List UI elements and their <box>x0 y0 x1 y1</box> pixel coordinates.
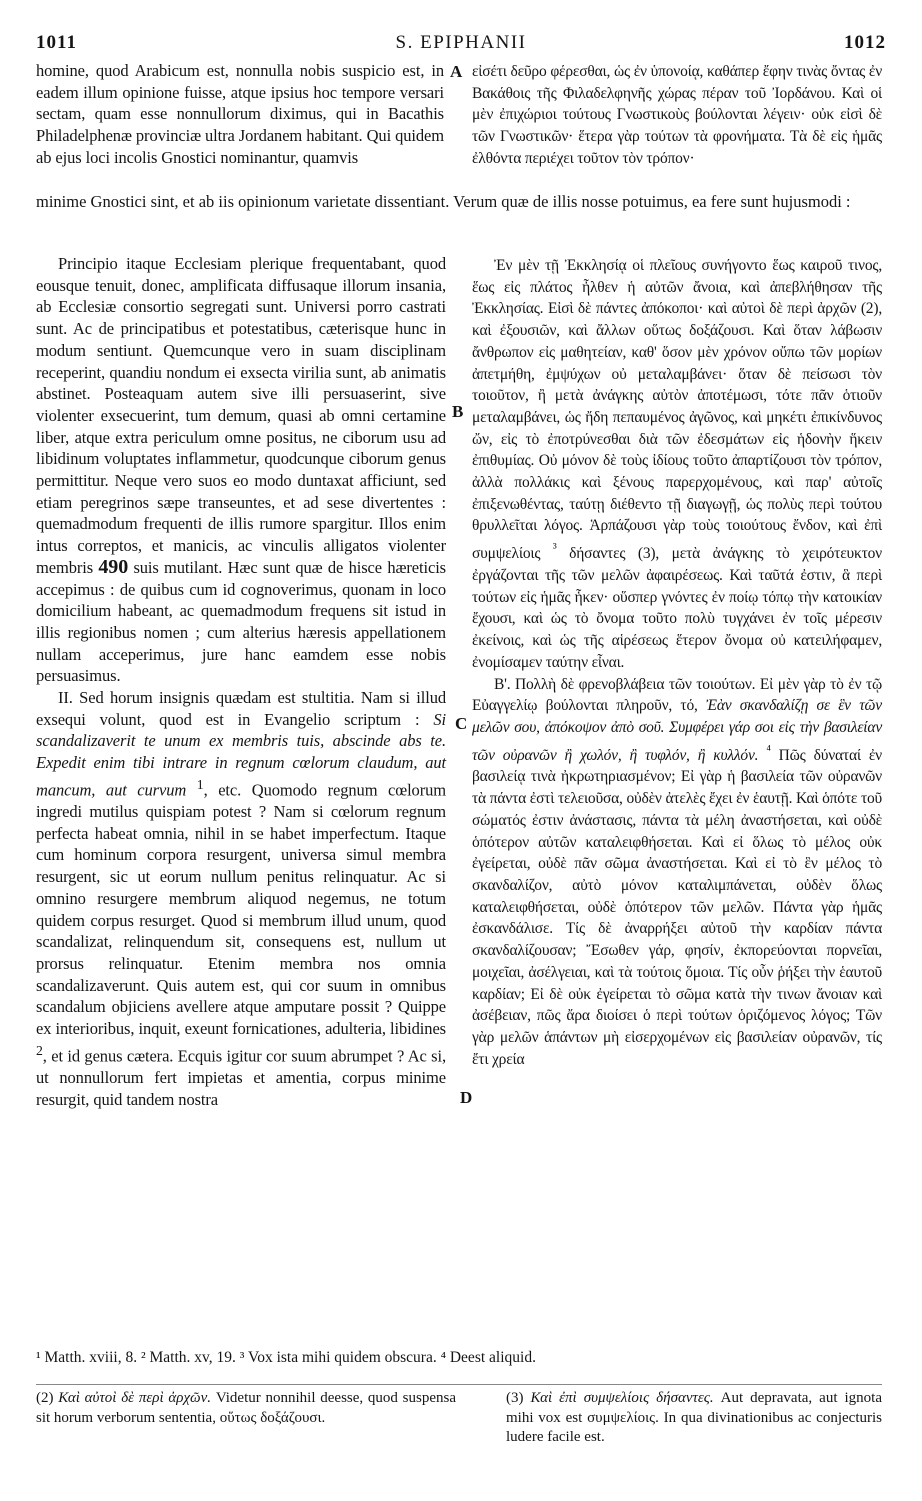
running-title: S. EPIPHANII <box>395 32 527 53</box>
footnote-ref-2: 2 <box>36 1042 43 1058</box>
note-2-label: (2) <box>36 1390 54 1406</box>
footnotes: ¹ Matth. xviii, 8. ² Matth. xv, 19. ³ Vox ista mihi quidem obscura. ⁴ Deest aliquid. <box>36 1349 536 1366</box>
latin-p2-quote: Si scandalizaverit te unum ex membris tuis, abscinde abs te. Expedit enim tibi intrare in regnum cœlorum claudum, aut mancum, aut curvum <box>36 709 446 800</box>
editor-note-3 <box>506 1389 882 1448</box>
margin-marker-d: D <box>460 1088 473 1107</box>
latin-paragraph-2 <box>36 687 446 1110</box>
latin-p2-intro: II. Sed horum insignis quædam est stultitia. Nam si illud exsequi volunt, quod est in Evangelio scriptum : <box>36 688 446 729</box>
editor-note-2 <box>36 1389 456 1428</box>
greek-top-paragraph: εἰσέτι δεῦρο φέρεσθαι, ὡς ἐν ὑπονοίᾳ, καθάπερ ἔφην τινὰς ὄντας ἐν Βακάθοις τῆς Φιλαδελφηνῆς χώρας πέραν τοῦ Ἰορδάνου. Καὶ οἱ μὲν ἐπιχώριοι τούτους Γνωστικοὺς βούλονται λέγειν· οὐκ εἰσὶ δὲ τῶν Γνωστικῶν· ἕτερα γὰρ τούτων τὰ φρονήματα. Τὰ δὲ εἰς ἡμᾶς ἐλθόντα περιέχει τοῦτον τὸν τρόπον· <box>472 63 882 167</box>
greek-paragraph-1 <box>472 255 882 674</box>
latin-p1-text-b: suis mutilant. Hæc sunt quæ de hisce hæreticis accepimus : de quibus cum id cognoverimus, quonam in loco domicilium habeant, ac quemadmodum frequens sit istud in illis regionibus nomen ; cum alterius hæresis appellationem nullam acceperimus, jure hanc eamdem esse nobis persuasimus. <box>36 557 446 686</box>
note-2-text: Videtur nonnihil deesse, quod suspensa sit horum verborum sententia, οὕτως δοξάζουσι. <box>36 1390 457 1426</box>
latin-paragraph-1 <box>36 253 446 687</box>
note-3-text: Aut depravata, aut ignota mihi vox est συμψελίοις. In qua divinationibus ac conjecturis ludere facile est. <box>506 1390 882 1445</box>
footnote-divider <box>36 1384 882 1385</box>
note-2-greek: Καὶ αὐτοὶ δὲ περὶ ἀρχῶν. <box>58 1390 212 1406</box>
footnote-ref-3: ³ <box>552 540 557 556</box>
latin-main-column <box>36 253 446 1110</box>
note-3-label: (3) <box>506 1390 524 1406</box>
greek-p2-rest: Πῶς δύναταί ἐν βασιλείᾳ τινὰ ἠκρωτηριασμένον; Εἰ γὰρ ἡ βασιλεία τῶν οὐρανῶν τὰ πάντα ἐστὶ τελειοῦσα, οὐδὲν ἀτελὲς ἔχει ἐν ἑαυτῇ. Καὶ ὁπότε τοῦ σώματός ἐστιν ἀνάστασις, πάντα τὰ μέλη ἀναστήσεται, καὶ οὐδὲ ὁπότερον αὐτῶν καταλειφθήσεται. Καὶ εἰ ὅλως τὸ μέλος οὐκ ἐγείρεται, οὐδὲ πᾶν σῶμα ἀναστήσεται. Καὶ εἰ τὸ ἓν μέλος τὸ σκανδαλίζον, αὐτὸ μόνον καταλιμπάνεται, οὐδὲν ὅλως καταλειφθήσεται, οὐδὲ ὁπότερον τῶν μελῶν. Πάντα γὰρ ἡμᾶς ἐσκανδάλισε. Τίς δὲ ἀναρρήξει αὐτοῦ τὴν καρδίαν πάντα σκανδαλίζουσαν; Ἔσωθεν γάρ, φησίν, ἐκπορεύονται πορνεῖαι, μοιχεῖαι, ἀσέλγειαι, καὶ τὰ τούτοις ὅμοια. Τίς οὖν ῥήξει τὴν ἑαυτοῦ καρδίαν; Εἰ δὲ οὐκ ἐγείρεται τὸ σῶμα κατὰ τὴν τινων ἄνοιαν καὶ ἀσέβειαν, πῶς ἄρα διοίσει ὁ περὶ τούτων ὁριζόμενος λόγος; Τῶν γὰρ μελῶν ἁπάντων μὴ εἰσερχομένων εἰς βασιλείαν οὐρανῶν, τίς ἔτι χρεία <box>472 746 882 1068</box>
greek-p2-quote: Ἐὰν σκανδαλίζῃ σε ἓν τῶν μελῶν σου, ἀπόκοψον ἀπὸ σοῦ. Συμφέρει γάρ σοι εἰς τὴν βασιλείαν τῶν οὐρανῶν ἢ χωλόν, ἢ τυφλόν, ἢ κυλλόν. <box>472 697 882 764</box>
greek-p1-text-a: Ἐν μὲν τῇ Ἐκκλησίᾳ οἱ πλεῖους συνήγοντο ἕως καιροῦ τινος, ἕως εἰς πλάτος ἦλθεν ἡ αὐτῶν ἄνοια, καὶ ἀπεβλήθησαν τῆς Ἐκκλησίας. Εἰσὶ δὲ πάντες ἀπόκοποι· καὶ αὐτοὶ δὲ περὶ ἀρχῶν (2), καὶ ἐξουσιῶν, καὶ ἄλλων οὕτως δοξάζουσι. Καὶ ὅταν λάβωσιν ἄνθρωπον εἰς μαθητείαν, καθ' ὅσον μὲν χρόνον οὔπω τῶν μορίων ἀπετμήθη, ἐμψύχων οὐ μεταλαμβάνει· ὅταν δὲ πείσωσι τὸν τοιοῦτον, ἢ μετὰ ἀνάγκης αὐτὸν ἀποτέμωσι, τότε πᾶν ὁτιοῦν μεταλαμβάνει, ὡς ἤδη πεπαυμένος ἀγῶνος, καὶ μηκέτι ἐπικίνδυνος ὤν, εἰς τὸ ἐποτρύνεσθαι διὰ τῶν ἐδεσμάτων εἰς ἡδονὴν ἥκειν ἐπιθυμίας. Οὐ μόνον δὲ τοὺς ἰδίους τοῦτο ἀπαρτίζουσι τὸν τρόπον, ἀλλὰ πολλάκις καὶ ξένους παρερχομένους, καὶ παρ' αὐτοῖς ἐπιξενωθέντας, ταύτῃ διέθεντο τῇ διαγωγῇ, ὡς πολὺς περὶ τούτου θρυλλεῖται λόγος. Ἁρπάζουσι γὰρ τοὺς τοιούτους ἔνδον, καὶ ἐπὶ συμψελίοις <box>472 257 882 563</box>
latin-top-column <box>36 60 444 169</box>
latin-full-width-text: minime Gnostici sint, et ab iis opinionum varietate dissentiant. Verum quæ de illis nosse potuimus, ea fere sunt hujusmodi : <box>36 192 851 211</box>
margin-marker-c: C <box>455 714 468 733</box>
latin-top-paragraph: homine, quod Arabicum est, nonnulla nobis suspicio est, in eadem illum opinione fuisse, atque ipsius hoc tempore versari sectam, quam esse nonnullorum diximus, qui in Bacathis Philadelphenæ provinciæ ultra Jordanem habitant. Qui quidem ab ejus loci incolis Gnostici nominantur, quamvis <box>36 61 444 167</box>
footnote-ref-4: ⁴ <box>766 741 771 757</box>
greek-top-column <box>472 61 882 170</box>
footnote-ref-1: 1 <box>196 776 204 792</box>
margin-marker-a: A <box>450 62 463 81</box>
right-page-number: 1012 <box>844 32 886 53</box>
latin-p2-rest: , etc. Quomodo regnum cœlorum ingredi mutilus quispiam potest ? Nam si cœlorum regnum perfecta habeat omnia, nihil in se habet imperfectum. Itaque cum hominum corpora resurgent, universa simul membra resurgent, sic ut eorum nullum penitus relinquatur. Ac si omnino resurgere membrum aliquod negemus, ne totum quidem corpus resurget. Quod si membrum illud unum, quod scandalizat, relinquendum sit, consequens est, nullum ut prorsus relinquatur. Etenim membra nos omnia scandalizaverunt. Quis autem est, qui cor suum in omnibus scandalum objiciens avellere atque amputare possit ? Quippe ex interioribus, inquit, exeunt fornicationes, adulteria, libidines <box>36 780 446 1039</box>
left-page-number: 1011 <box>36 32 77 53</box>
greek-main-column <box>472 255 882 1070</box>
page-header <box>36 32 886 56</box>
greek-p2-intro: Β'. Πολλὴ δὲ φρενοβλάβεια τῶν τοιούτων. Εἰ μὲν γὰρ τὸ ἐν τῷ Εὐαγγελίῳ βούλονται πληροῦν, τό, <box>472 675 882 715</box>
margin-marker-b: B <box>452 402 464 421</box>
greek-paragraph-2 <box>472 674 882 1071</box>
latin-full-width-line <box>36 191 882 213</box>
column-number: 490 <box>98 555 129 578</box>
latin-p1-text-a: Principio itaque Ecclesiam plerique frequentabant, quod eousque tenuit, donec, amplificata diffusaque illorum insania, ab Ecclesiæ consortio segregati sunt. Universi porro castrati sunt. Ac de principatibus et potestatibus, cæterisque hunc in modum sentiunt. Quemcunque vero in suam disciplinam receperint, quandiu nondum ei exsecta virilia sunt, ab animatis abstinet. Posteaquam autem sive illi persuaserint, sive violenter exsecuerint, tum demum, quasi ab omni certamine liber, atque extra periculum omne positus, ne ciborum usu ad libidinum voluptates inflammetur, quodcunque ciborum genus permittitur. Neque vero suos eo modo duntaxat afficiunt, sed etiam peregrinos sæpe transeuntes, et ad sese divertentes : quemadmodum frequenti de illis rumore spargitur. Illos enim intus correptos, et manicis, ac vinculis alligatos violenter membris <box>36 254 446 577</box>
latin-p2-end: , et id genus cætera. Ecquis igitur cor suum abrumpet ? Ac si, ut nonnullorum fert impietas et amentia, corpus minime resurgit, quid tandem nostra <box>36 1046 446 1109</box>
greek-p1-text-b: δήσαντες (3), μετὰ ἀνάγκης τὸ χειρότευκτον ἐργάζονται τῆς τῶν μελῶν ἀφαιρέσεως. Καὶ ταῦτά ἐστιν, ἃ περὶ τούτων εἰς ἡμᾶς ἧκεν· οὕσπερ γνόντες ἐν ποίῳ τόπῳ τὴν κατοικίαν ἔχουσι, καὶ ὡς τὸ ὄνομα τοῦτο πολὺ τυγχάνει ἐν τοῖς μέρεσιν ἐκείνοις, καὶ ὡς τῆς αἱρέσεως ἕτερον ὄνομα οὐ κατειλήφαμεν, ἐνομίσαμεν ταύτην εἶναι. <box>472 545 882 671</box>
note-3-greek: Καὶ ἐπὶ συμψελίοις δήσαντες. <box>530 1390 714 1406</box>
